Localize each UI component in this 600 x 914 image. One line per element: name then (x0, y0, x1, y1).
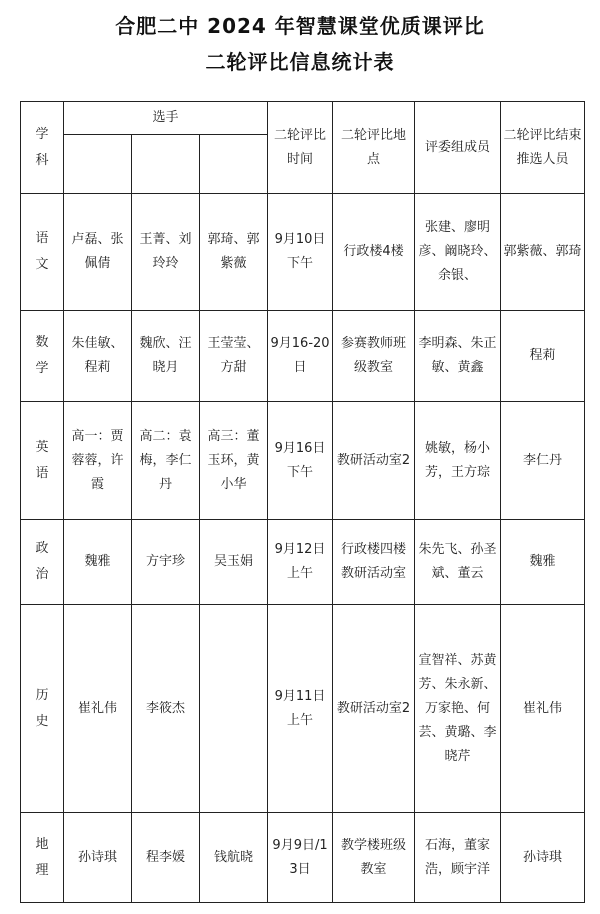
contestant-cell (200, 605, 268, 813)
contestant-cell: 孙诗琪 (64, 813, 132, 903)
location-cell: 行政楼4楼 (333, 194, 415, 311)
table-row (21, 520, 585, 605)
contestant-cell: 钱航晓 (200, 813, 268, 903)
recommended-cell: 李仁丹 (501, 402, 585, 520)
info-table (20, 101, 585, 903)
judges-cell: 李明森、朱正敏、黄鑫 (415, 311, 501, 402)
recommended-cell: 崔礼伟 (501, 605, 585, 813)
subject-cell: 英 语 (21, 402, 64, 520)
judges-cell: 石海，董家浩，顾宇洋 (415, 813, 501, 903)
subject-cell: 数 学 (21, 311, 64, 402)
table-row (21, 813, 585, 903)
time-cell: 9月12日上午 (268, 520, 333, 605)
page-title: 合肥二中 2024 年智慧课堂优质课评比 (115, 14, 485, 38)
recommended-cell: 孙诗琪 (501, 813, 585, 903)
header-contestant-3 (200, 135, 268, 194)
location-cell: 参赛教师班级教室 (333, 311, 415, 402)
header-recommended: 二轮评比结束推选人员 (501, 102, 585, 194)
judges-cell: 宣智祥、苏黄芳、朱永新、万家艳、何芸、黄璐、李晓芹 (415, 605, 501, 813)
contestant-cell: 朱佳敏、程莉 (64, 311, 132, 402)
judges-cell: 张建、廖明彦、阚晓玲、余银、 (415, 194, 501, 311)
table-row (21, 194, 585, 311)
time-cell: 9月16-20日 (268, 311, 333, 402)
time-cell: 9月16日下午 (268, 402, 333, 520)
contestant-cell: 王莹莹、方甜 (200, 311, 268, 402)
header-time: 二轮评比时间 (268, 102, 333, 194)
time-cell: 9月9日/13日 (268, 813, 333, 903)
judges-cell: 朱先飞、孙圣斌、董云 (415, 520, 501, 605)
recommended-cell: 魏雅 (501, 520, 585, 605)
header-subject: 学 科 (21, 102, 64, 194)
contestant-cell: 高一：贾蓉蓉，许霞 (64, 402, 132, 520)
location-cell: 教研活动室2 (333, 605, 415, 813)
contestant-cell: 王菁、刘玲玲 (132, 194, 200, 311)
header-contestant-1 (64, 135, 132, 194)
table-row (21, 605, 585, 813)
table-row (21, 402, 585, 520)
header-row (21, 102, 585, 135)
table-row (21, 311, 585, 402)
subject-cell: 历 史 (21, 605, 64, 813)
contestant-cell: 李筱杰 (132, 605, 200, 813)
header-contestants: 选手 (64, 102, 268, 135)
page-subtitle: 二轮评比信息统计表 (205, 50, 395, 74)
time-cell: 9月11日上午 (268, 605, 333, 813)
subject-cell: 政 治 (21, 520, 64, 605)
contestant-cell: 卢磊、张佩倩 (64, 194, 132, 311)
contestant-cell: 吴玉娟 (200, 520, 268, 605)
contestant-cell: 高二：袁梅，李仁丹 (132, 402, 200, 520)
header-location: 二轮评比地点 (333, 102, 415, 194)
header-contestant-2 (132, 135, 200, 194)
judges-cell: 姚敏，杨小芳，王方琮 (415, 402, 501, 520)
subject-cell: 语 文 (21, 194, 64, 311)
contestant-cell: 郭琦、郭紫薇 (200, 194, 268, 311)
subject-cell: 地 理 (21, 813, 64, 903)
contestant-cell: 高三：董玉环，黄小华 (200, 402, 268, 520)
recommended-cell: 程莉 (501, 311, 585, 402)
contestant-cell: 崔礼伟 (64, 605, 132, 813)
header-judges: 评委组成员 (415, 102, 501, 194)
contestant-cell: 魏雅 (64, 520, 132, 605)
location-cell: 行政楼四楼教研活动室 (333, 520, 415, 605)
contestant-cell: 方宇珍 (132, 520, 200, 605)
location-cell: 教研活动室2 (333, 402, 415, 520)
contestant-cell: 程李媛 (132, 813, 200, 903)
location-cell: 教学楼班级教室 (333, 813, 415, 903)
time-cell: 9月10日下午 (268, 194, 333, 311)
recommended-cell: 郭紫薇、郭琦 (501, 194, 585, 311)
contestant-cell: 魏欣、汪晓月 (132, 311, 200, 402)
